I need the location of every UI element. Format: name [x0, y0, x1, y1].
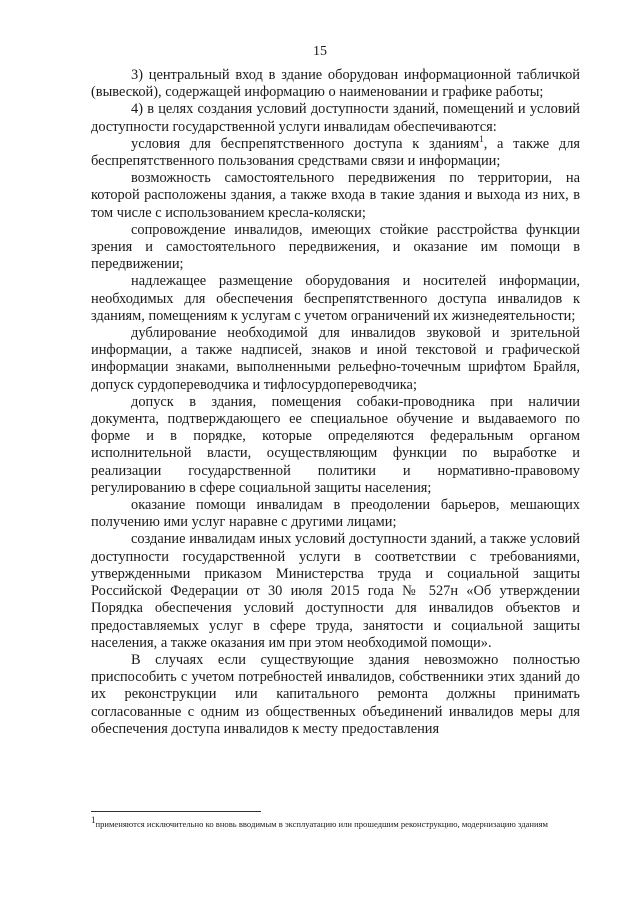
footnote-text: применяются исключительно ко вновь вводимым в эксплуатацию или прошедшим реконструкцию, модернизацию зданиям: [95, 819, 548, 829]
paragraph-guide-dog: допуск в здания, помещения собаки-проводника при наличии документа, подтверждающего ее специальное обучение и выдаваемого по форме и в порядке, которые определяются федеральным органом исполнительной власти, осуществляющим функции по выработке и реализации государственной политики и нормативно-правовому регулированию в сфере социальной защиты населения;: [91, 393, 580, 496]
paragraph-accessibility-intro: 4) в целях создания условий доступности зданий, помещений и условий доступности государственной услуги инвалидам обеспечиваются:: [91, 101, 580, 135]
paragraph-unobstructed-access-lead: условия для беспрепятственного доступа к зданиям: [131, 135, 480, 152]
paragraph-other-conditions: создание инвалидам иных условий доступности зданий, а также условий доступности государственной услуги в соответствии с требованиями, утвержденными приказом Министерства труда и социальной защиты Российской Федерации от 30 июля 2015 года № 527н «Об утверждении Порядка обеспечения условий доступности для инвалидов объектов и предоставляемых услуг в сфере труда, занятости и социальной защиты населения, а также оказания им при этом необходимой помощи».: [91, 531, 580, 651]
footnote-divider: [91, 811, 261, 812]
paragraph-barrier-assistance: оказание помощи инвалидам в преодолении барьеров, мешающих получению ими услуг наравне с другими лицами;: [91, 497, 580, 531]
paragraph-information-duplication: дублирование необходимой для инвалидов звуковой и зрительной информации, а также надписей, знаков и иной текстовой и графической информации знаками, выполненными рельефно-точечным шрифтом Брайля, допуск сурдопереводчика и тифлосурдопереводчика;: [91, 325, 580, 393]
paragraph-entrance-signage: 3) центральный вход в здание оборудован информационной табличкой (вывеской), содержащей информацию о наименовании и графике работы;: [91, 67, 580, 101]
footnote: [91, 815, 580, 830]
paragraph-escort: сопровождение инвалидов, имеющих стойкие расстройства функции зрения и самостоятельного передвижения, и оказание им помощи в передвижении;: [91, 221, 580, 273]
footnote-mark: 1: [91, 815, 96, 826]
paragraph-existing-buildings: В случаях если существующие здания невозможно полностью приспособить с учетом потребностей инвалидов, собственники этих зданий до их реконструкции или капитального ремонта должны принимать согласованные с одним из общественных объединений инвалидов меры для обеспечения доступа инвалидов к месту предоставления: [91, 651, 580, 737]
paragraph-unobstructed-access-rest: , а также для беспрепятственного пользования средствами связи и информации;: [91, 135, 580, 170]
footnote-reference: 1: [479, 134, 484, 145]
paragraph-equipment-placement: надлежащее размещение оборудования и носителей информации, необходимых для обеспечения беспрепятственного доступа инвалидов к зданиям, помещениям к услугам с учетом ограничений их жизнедеятельности;: [91, 273, 580, 324]
page-body: [91, 67, 580, 738]
paragraph-independent-movement: возможность самостоятельного передвижения по территории, на которой расположены здания, а также входа в такие здания и выхода из них, в том числе с использованием кресла-коляски;: [91, 170, 580, 221]
paragraph-unobstructed-access: [91, 136, 580, 170]
page-number: 15: [313, 44, 327, 59]
